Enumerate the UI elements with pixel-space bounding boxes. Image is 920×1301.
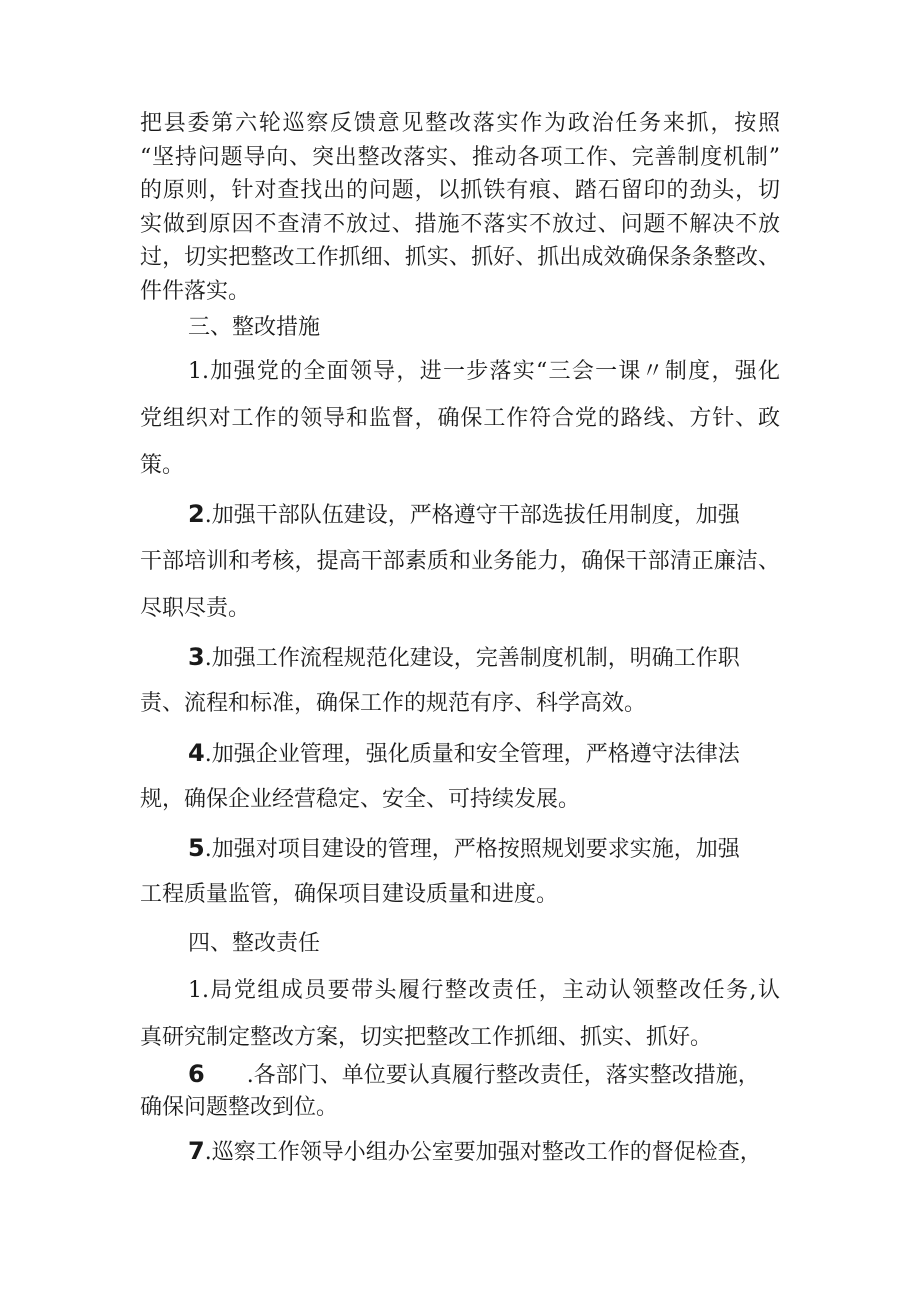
item-text: .各部门、单位要认真履行整改责任，落实整改措施， (246, 1063, 760, 1088)
measure-4-line: 规，确保企业经营稳定、安全、可持续发展。 (140, 787, 581, 812)
responsibility-7-first-line (188, 1137, 788, 1167)
responsibility-1-line: 真研究制定整改方案，切实把整改工作抓细、抓实、抓好。 (140, 1025, 713, 1050)
measure-1-line: 党组织对工作的领导和监督，确保工作符合党的路线、方针、政 (140, 406, 780, 431)
measure-5-first-line (188, 834, 780, 864)
measure-3-first-line (188, 643, 780, 673)
item-text: .加强干部队伍建设，严格遵守干部选拔任用制度，加强 (204, 503, 740, 528)
measure-1-line: 1.加强党的全面领导，进一步落实“三会一课〃制度，强化 (188, 359, 780, 384)
responsibility-6-first-line (188, 1060, 780, 1090)
measure-2-line: 尽职尽责。 (140, 596, 251, 621)
section-heading: 四、整改责任 (188, 931, 321, 956)
item-number: 7 (188, 1137, 205, 1165)
paragraph-line: 件件落实。 (140, 279, 251, 304)
item-text: .加强对项目建设的管理，严格按照规划要求实施，加强 (204, 837, 740, 862)
measure-2-line: 干部培训和考核，提高干部素质和业务能力，确保干部清正廉洁、 (140, 549, 780, 574)
item-number: 5 (188, 834, 205, 862)
paragraph-line: 把县委第六轮巡察反馈意见整改落实作为政治任务来抓，按照 (140, 111, 780, 136)
responsibility-1-line: 1.局党组成员要带头履行整改责任，主动认领整改任务,认 (188, 978, 780, 1003)
paragraph-line: “坚持问题导向、突出整改落实、推动各项工作、完善制度机制” (140, 145, 780, 170)
responsibility-6-line: 确保问题整改到位。 (140, 1095, 339, 1120)
measure-1-line: 策。 (140, 453, 185, 478)
item-text: .加强企业管理，强化质量和安全管理，严格遵守法律法 (204, 742, 740, 767)
item-text: .加强工作流程规范化建设，完善制度机制，明确工作职 (204, 646, 740, 671)
measure-5-line: 工程质量监管，确保项目建设质量和进度。 (140, 882, 559, 907)
item-number: 2 (188, 500, 205, 528)
paragraph-line: 的原则，针对查找出的问题，以抓铁有痕、踏石留印的劲头，切 (140, 178, 780, 203)
section-heading: 三、整改措施 (188, 315, 321, 340)
paragraph-line: 过，切实把整改工作抓细、抓实、抓好、抓出成效确保条条整改、 (140, 245, 780, 270)
measure-4-first-line (188, 739, 780, 769)
measure-3-line: 责、流程和标准，确保工作的规范有序、科学高效。 (140, 691, 647, 716)
measure-2-first-line (188, 500, 780, 530)
item-number: 4 (188, 739, 205, 767)
item-number: 6 (188, 1060, 205, 1088)
paragraph-line: 实做到原因不查清不放过、措施不落实不放过、问题不解决不放 (140, 212, 780, 237)
item-number: 3 (188, 643, 205, 671)
item-text: .巡察工作领导小组办公室要加强对整改工作的督促检查， (204, 1140, 762, 1165)
